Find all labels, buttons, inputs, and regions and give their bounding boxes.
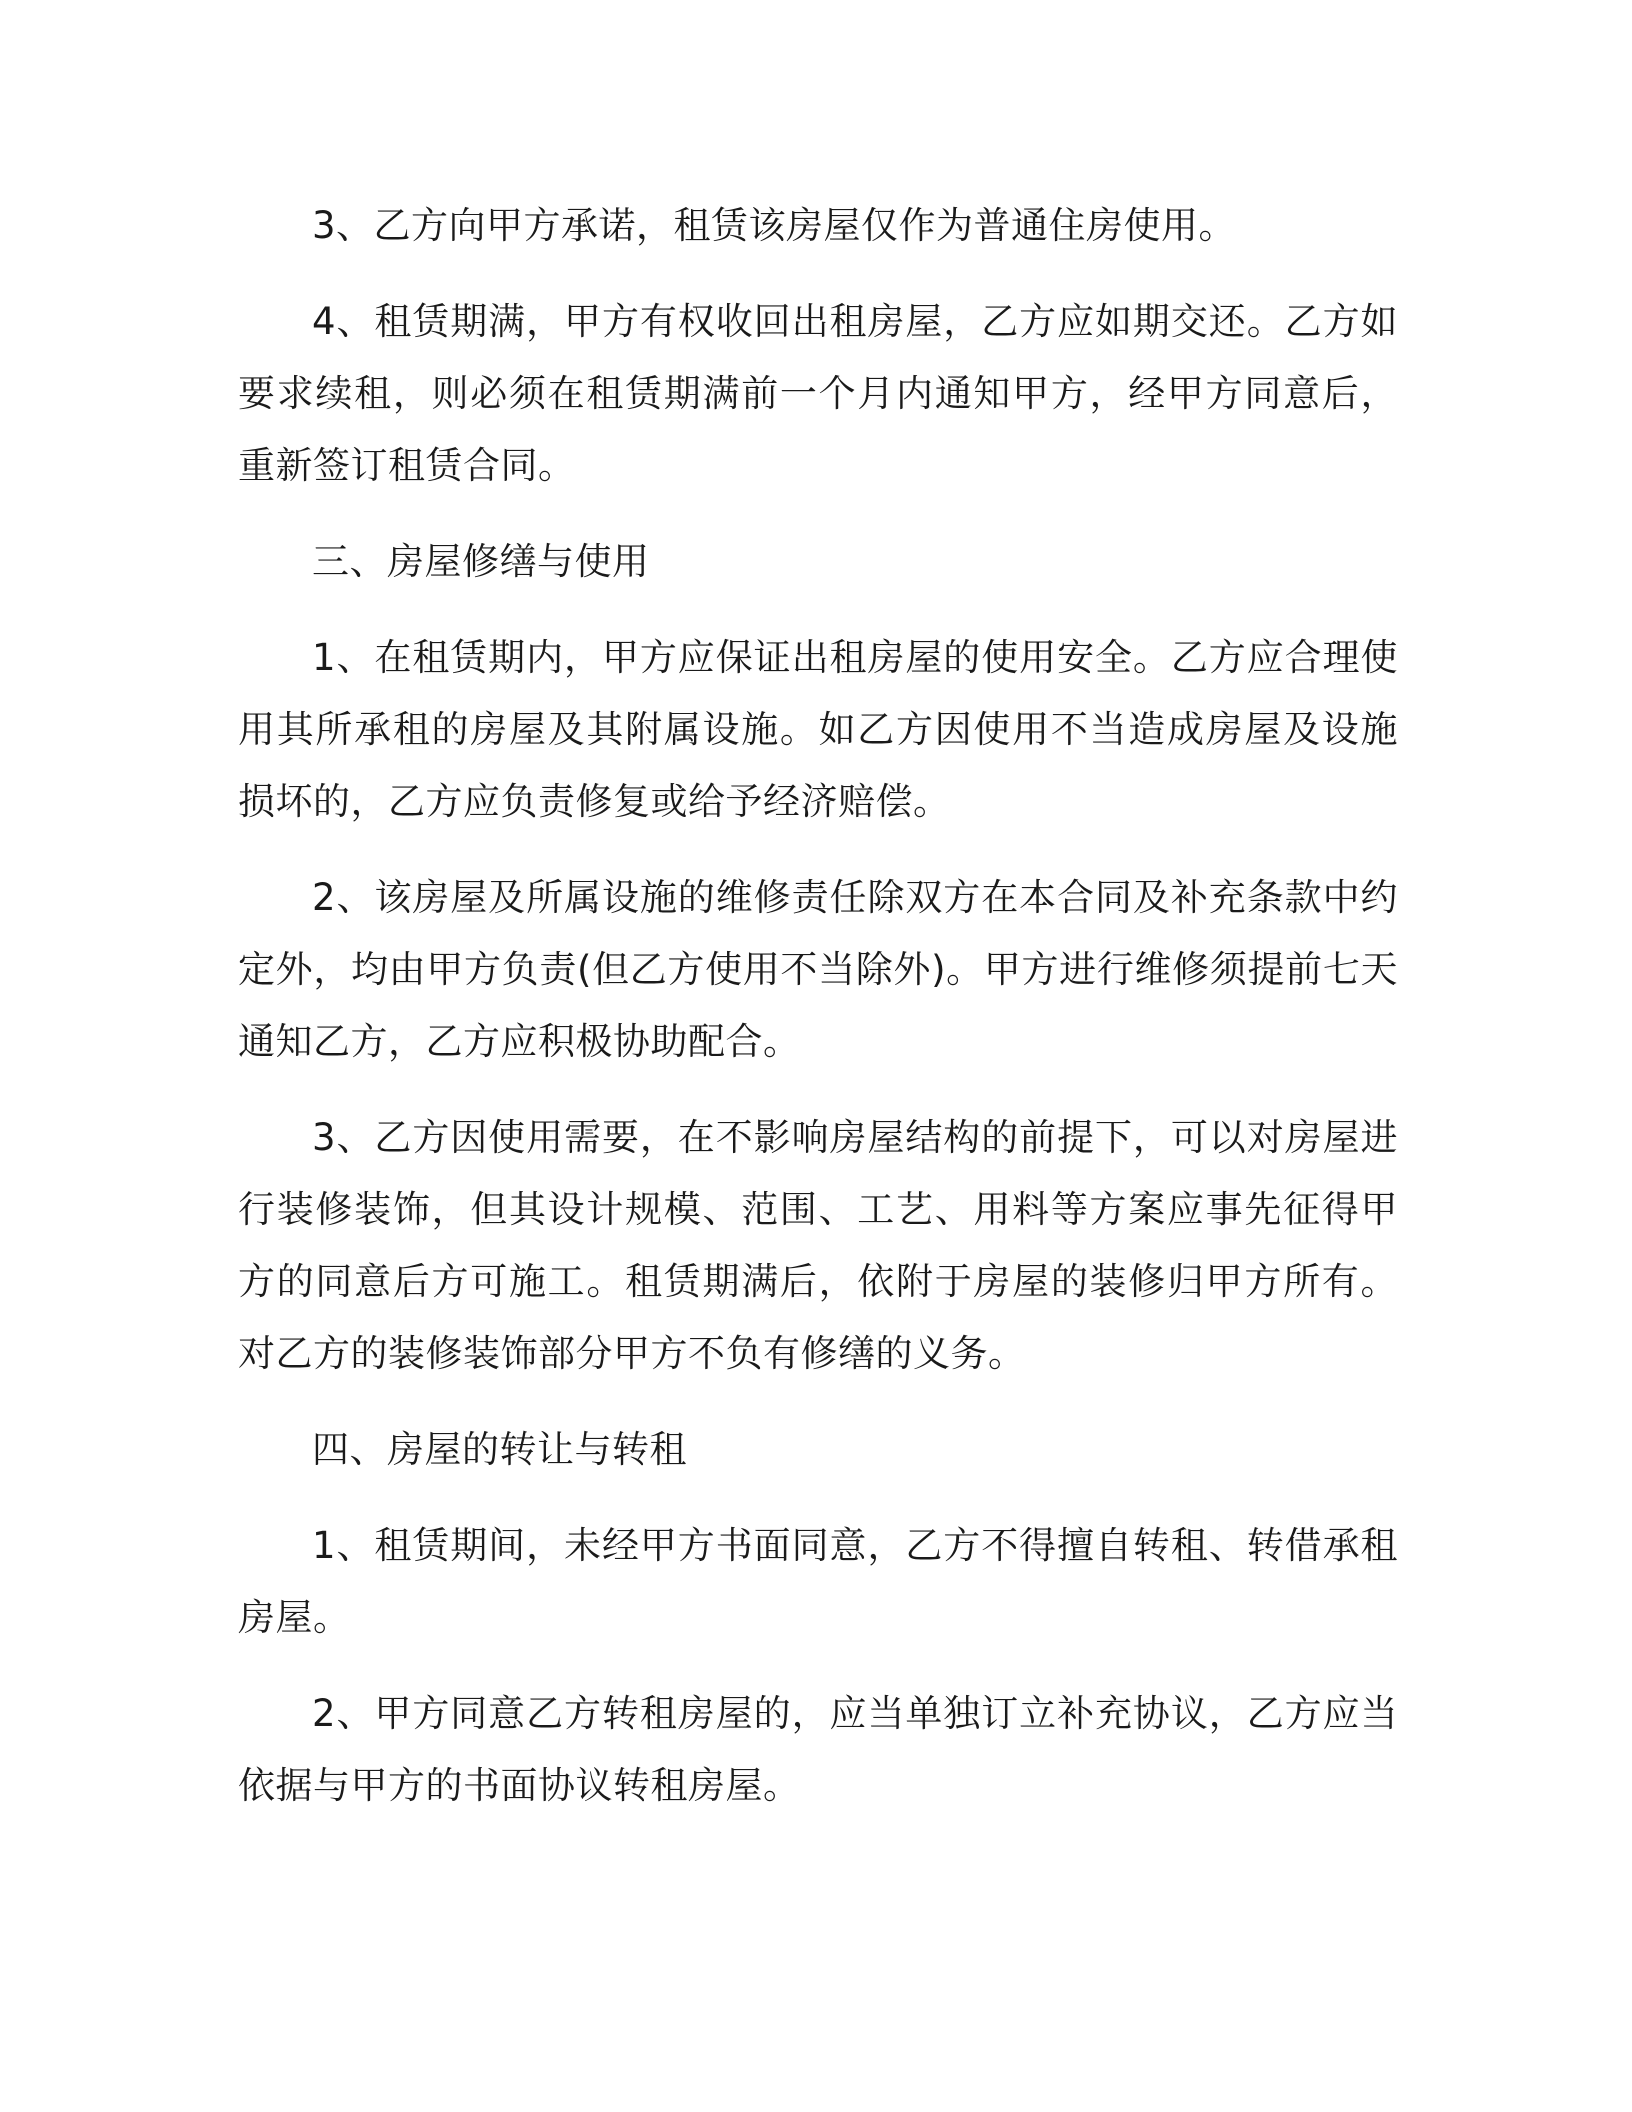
clause-3-2: 2、该房屋及所属设施的维修责任除双方在本合同及补充条款中约定外，均由甲方负责(但乙方使用不当除外)。甲方进行维修须提前七天通知乙方，乙方应积极协助配合。 [238,876,1398,1063]
clause-4-2: 2、甲方同意乙方转租房屋的，应当单独订立补充协议，乙方应当依据与甲方的书面协议转租房屋。 [238,1692,1398,1807]
clause-2-3: 3、乙方向甲方承诺，租赁该房屋仅作为普通住房使用。 [312,204,1237,247]
section-heading-3: 三、房屋修缮与使用 [312,540,650,583]
clause-3-3: 3、乙方因使用需要，在不影响房屋结构的前提下，可以对房屋进行装修装饰，但其设计规模、范围、工艺、用料等方案应事先征得甲方的同意后方可施工。租赁期满后，依附于房屋的装修归甲方所有。对乙方的装修装饰部分甲方不负有修缮的义务。 [238,1116,1398,1375]
clause-4-1: 1、租赁期间，未经甲方书面同意，乙方不得擅自转租、转借承租房屋。 [238,1524,1398,1639]
clause-3-1: 1、在租赁期内，甲方应保证出租房屋的使用安全。乙方应合理使用其所承租的房屋及其附属设施。如乙方因使用不当造成房屋及设施损坏的，乙方应负责修复或给予经济赔偿。 [238,636,1398,823]
clause-2-4: 4、租赁期满，甲方有权收回出租房屋，乙方应如期交还。乙方如要求续租，则必须在租赁期满前一个月内通知甲方，经甲方同意后，重新签订租赁合同。 [238,300,1398,487]
document-body [238,190,1398,1846]
section-heading-4: 四、房屋的转让与转租 [312,1428,687,1471]
